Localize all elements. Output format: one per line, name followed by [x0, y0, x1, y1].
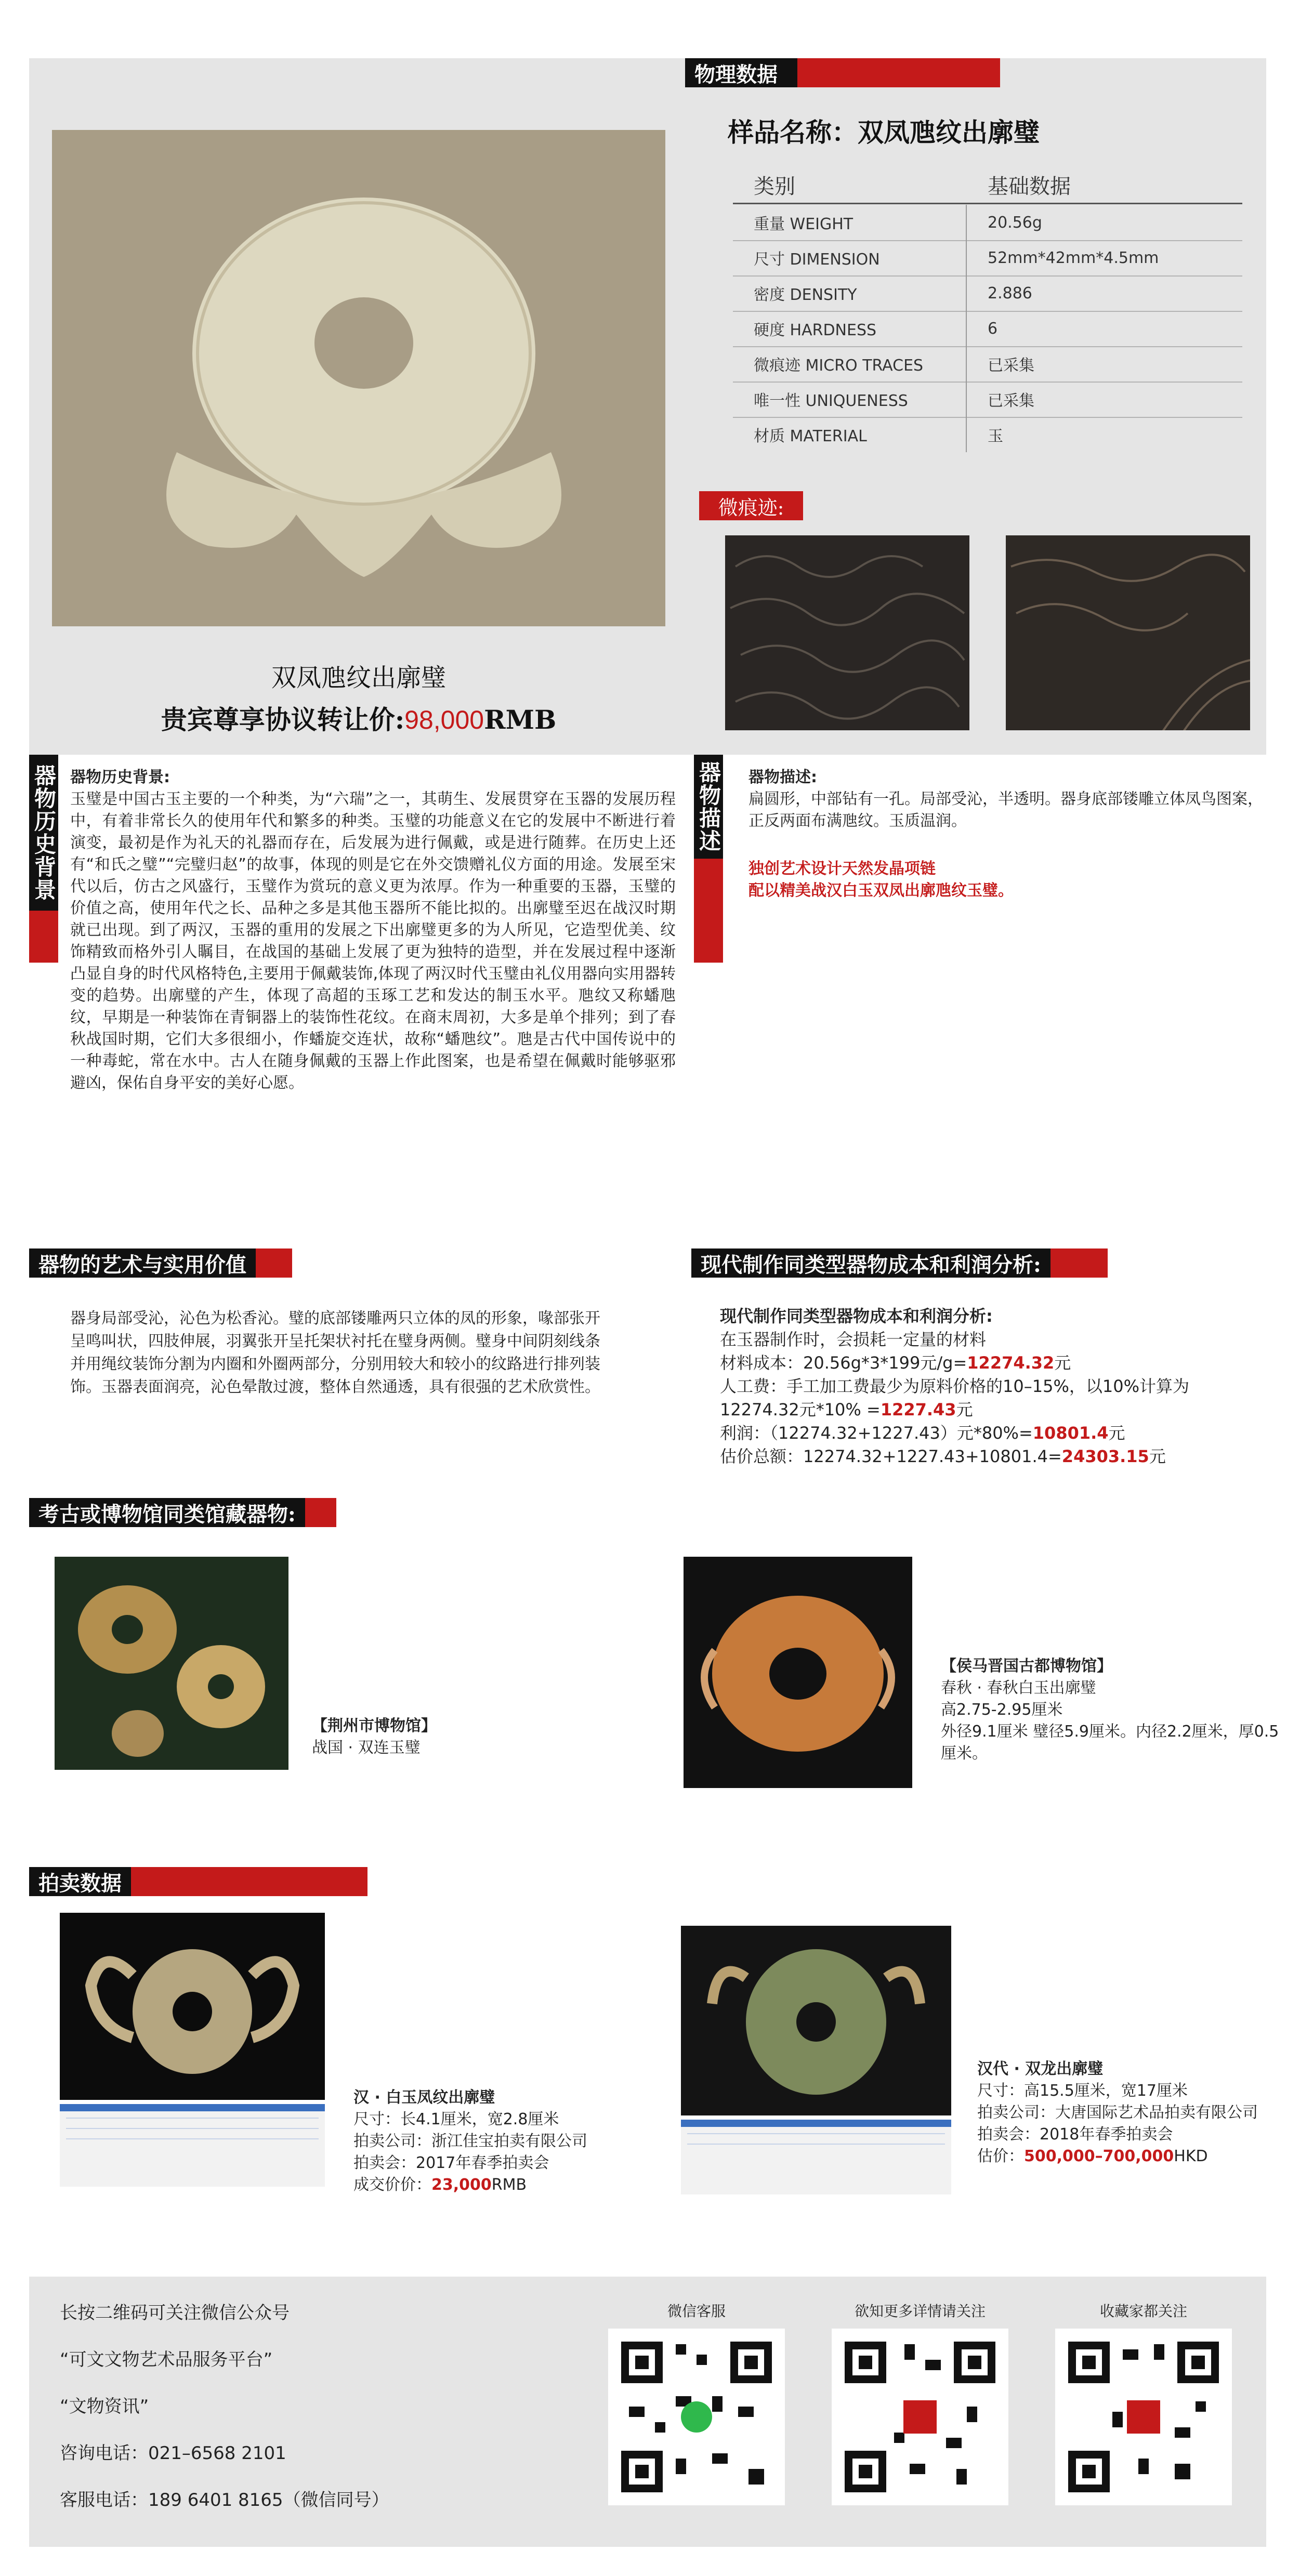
qr-code-wechat-service[interactable]	[608, 2329, 785, 2505]
museum-item-2-line-2: 高2.75-2.95厘米	[941, 1701, 1063, 1719]
tag-red-bar	[797, 58, 1000, 87]
auction-item-1-session: 拍卖会：2017年春季拍卖会	[353, 2154, 549, 2172]
qr-code-icon	[1055, 2329, 1232, 2505]
micro-trace-photo-2	[1006, 535, 1250, 730]
cost-line-2-prefix: 材料成本：20.56g*3*199元/g=	[720, 1353, 967, 1373]
auction-item-1	[353, 2087, 686, 2196]
auction-item-2	[977, 2058, 1273, 2167]
labor-cost-value: 1227.43	[880, 1400, 956, 1420]
cost-line-1: 在玉器制作时，会损耗一定量的材料	[720, 1330, 987, 1349]
table-header-value: 基础数据	[988, 174, 1071, 199]
auction-item-1-company: 拍卖公司：浙江佳宝拍卖有限公司	[353, 2132, 587, 2150]
table-header-category: 类别	[754, 174, 795, 199]
row-value: 20.56g	[988, 213, 1042, 232]
qr-code-icon	[832, 2329, 1008, 2505]
history-heading: 器物历史背景:	[70, 768, 170, 786]
history-section	[70, 767, 676, 1094]
price-value: 98,000	[404, 705, 484, 734]
cost-line-4	[720, 1398, 1266, 1422]
tag-red-bar	[1050, 1248, 1108, 1278]
table-row	[733, 417, 1242, 452]
table-row	[733, 240, 1242, 277]
qr3-label: 收藏家都关注	[1099, 2303, 1187, 2320]
auction-item-1-title: 汉 · 白玉凤纹出廓璧	[353, 2088, 495, 2107]
auction-item-2-title: 汉代 · 双龙出廓璧	[977, 2060, 1104, 2078]
row-value: 52mm*42mm*4.5mm	[988, 248, 1159, 267]
footer-service-phone: 客服电话：189 6401 8165（微信同号）	[60, 2490, 389, 2511]
row-label: 材质 MATERIAL	[733, 417, 967, 452]
description-text: 扁圆形，中部钻有一孔。局部受沁，半透明。器身底部镂雕立体凤鸟图案，正反两面布满虺纹。玉质温润。	[749, 790, 1263, 830]
art-value-tag-label: 器物的艺术与实用价值	[29, 1248, 256, 1278]
cost-unit: 元	[956, 1400, 973, 1420]
auction-item-2-company: 拍卖公司：大唐国际艺术品拍卖有限公司	[977, 2104, 1258, 2122]
museum-item-1-name: 【荆州市博物馆】	[312, 1717, 437, 1735]
auction-photo-2	[681, 1926, 951, 2115]
price-unit: RMB	[484, 704, 557, 735]
auction-tag	[29, 1867, 367, 1896]
museum-tag-label: 考古或博物馆同类馆藏器物:	[29, 1498, 305, 1527]
record-line	[66, 2118, 319, 2119]
row-value: 已采集	[988, 357, 1034, 375]
table-row	[733, 346, 1242, 383]
footer-contact	[60, 2290, 389, 2524]
description-red-line-1: 独创艺术设计天然发晶项链	[749, 860, 936, 878]
museum-item-2-line-1: 春秋 · 春秋白玉出廓璧	[941, 1679, 1096, 1697]
row-value: 已采集	[988, 392, 1034, 410]
row-label: 重量 WEIGHT	[733, 205, 967, 240]
museum-item-2	[941, 1655, 1289, 1765]
museum-item-2-line-3: 外径9.1厘米 璧径5.9厘米。内径2.2厘米，厚0.5厘米。	[941, 1723, 1279, 1763]
price-line	[52, 699, 665, 737]
museum-item-1-desc: 战国 · 双连玉璧	[312, 1739, 421, 1757]
cost-line-6	[720, 1445, 1266, 1468]
price-label: 贵宾尊享协议转让价:	[161, 704, 405, 735]
qr1-label: 微信客服	[667, 2303, 726, 2320]
price-label: 估价：	[977, 2147, 1024, 2165]
cost-tag-label: 现代制作同类型器物成本和利润分析:	[691, 1248, 1050, 1278]
auction-item-2-size: 尺寸：高15.5厘米，宽17厘米	[977, 2082, 1188, 2100]
qr-code-icon	[608, 2329, 785, 2505]
qr-code-official-account[interactable]	[832, 2329, 1008, 2505]
footer-line-3: “文物资讯”	[60, 2396, 149, 2417]
cost-tag	[691, 1248, 1108, 1278]
material-cost-value: 12274.32	[967, 1353, 1055, 1373]
art-value-section	[70, 1307, 600, 1399]
auction-item-1-price	[353, 2174, 686, 2196]
sample-name: 样品名称：双凤虺纹出廓璧	[728, 117, 1040, 148]
description-red-line-2: 配以精美战汉白玉双凤出廓虺纹玉璧。	[749, 882, 1014, 900]
table-row	[733, 205, 1242, 241]
table-row	[733, 275, 1242, 312]
table-row	[733, 311, 1242, 347]
auction-photo-1	[60, 1913, 325, 2100]
row-label: 唯一性 UNIQUENESS	[733, 382, 967, 417]
price-unit: HKD	[1174, 2147, 1208, 2165]
product-title: 双凤虺纹出廓璧	[271, 663, 446, 692]
record-line	[66, 2128, 319, 2129]
table-row	[733, 382, 1242, 418]
micro-trace-photo-1	[725, 535, 969, 730]
tag-red-bar	[305, 1498, 336, 1527]
museum-item-2-name: 【侯马晋国古都博物馆】	[941, 1657, 1112, 1675]
jade-bi-disc-icon	[52, 130, 665, 626]
qr-code-collectors[interactable]	[1055, 2329, 1232, 2505]
price-label: 成交价价：	[353, 2176, 431, 2194]
price-value: 23,000	[431, 2176, 492, 2194]
cost-line-2	[720, 1351, 1266, 1375]
description-vtag-label: 器物描述	[694, 755, 723, 859]
museum-photo-1	[55, 1557, 288, 1770]
row-label: 尺寸 DIMENSION	[733, 240, 967, 275]
tag-red-bar	[131, 1867, 367, 1896]
micro-traces-tag: 微痕迹:	[699, 491, 803, 520]
row-label: 密度 DENSITY	[733, 275, 967, 311]
cost-unit: 元	[1108, 1423, 1125, 1443]
description-vtag	[694, 755, 723, 963]
profit-value: 10801.4	[1032, 1423, 1109, 1443]
cost-section	[720, 1305, 1266, 1468]
art-value-text: 器身局部受沁，沁色为松香沁。璧的底部镂雕两只立体的凤的形象，喙部张开呈鸣叫状，四肢伸展，羽翼张开呈托架状衬托在璧身两侧。璧身中间阴刻线条并用绳纹装饰分割为内圈和外圈两部分，分别用较大和较小的纹路进行排列装饰。玉器表面润亮，沁色晕散过渡，整体自然通透，具有很强的艺术欣赏性。	[70, 1309, 600, 1396]
art-value-tag	[29, 1248, 292, 1278]
museum-photo-2	[684, 1557, 912, 1788]
history-text: 玉璧是中国古玉主要的一个种类，为“六瑞”之一，其萌生、发展贯穿在玉器的发展历程中，有着非常长久的使用年代和繁多的种类。玉璧的功能意义在它的发展中不断进行着演变，最初是作为礼天的礼器而存在，后发展为进行佩戴，或是进行随葬。在历史上还有“和氏之璧”“完璧归赵”的故事，体现的则是它在外交馈赠礼仪方面的用途。发展至宋代以后，仿古之风盛行，玉璧作为赏玩的意义更为浓厚。作为一种重要的玉器，玉璧的价值之高，使用年代之长、品种之多是其他玉器所不能比拟的。出廓璧至迟在战汉时期就已出现。到了两汉，玉器的重用的发展之下出廓璧更多的为人所见，它造型优美、纹饰精致而格外引人瞩目，在战国的基础上发展了更为独特的造型，并在发展过程中逐渐凸显自身的时代风格特色,主要用于佩戴装饰,体现了两汉时代玉璧由礼仪用器向实用器转变的趋势。出廓璧的产生，体现了高超的玉琢工艺和发达的制玉水平。虺纹又称蟠虺纹，早期是一种装饰在青铜器上的装饰性花纹。在商末周初，大多是单个排列；到了春秋战国时期，它们大多很细小，作蟠旋交连状，故称“蟠虺纹”。虺是古代中国传说中的一种毒蛇，常在水中。古人在随身佩戴的玉器上作此图案，也是希望在佩戴时能够驱邪避凶，保佑自身平安的美好心愿。	[70, 790, 676, 1092]
row-label: 微痕迹 MICRO TRACES	[733, 346, 967, 382]
cost-line-4-prefix: 12274.32元*10% =	[720, 1400, 881, 1420]
row-value: 玉	[988, 427, 1003, 445]
auction-item-2-price	[977, 2146, 1273, 2167]
row-value: 6	[988, 319, 998, 338]
cost-heading: 现代制作同类型器物成本和利润分析:	[720, 1306, 993, 1326]
description-section	[749, 767, 1268, 902]
auction-record-card-2	[681, 2120, 951, 2194]
main-jade-photo	[52, 130, 665, 626]
row-value: 2.886	[988, 284, 1032, 303]
table-header	[733, 166, 1242, 204]
physical-data-tag	[685, 58, 1000, 87]
price-unit: RMB	[491, 2176, 527, 2194]
auction-item-1-size: 尺寸：长4.1厘米，宽2.8厘米	[353, 2110, 559, 2128]
physical-data-table	[733, 166, 1242, 473]
total-estimate-value: 24303.15	[1061, 1447, 1149, 1466]
record-line	[66, 2138, 319, 2139]
museum-tag	[29, 1498, 336, 1527]
footer-phone: 咨询电话：021–6568 2101	[60, 2443, 286, 2464]
museum-item-1	[312, 1715, 437, 1759]
cost-line-6-prefix: 估价总额：12274.32+1227.43+10801.4=	[720, 1447, 1062, 1466]
record-line	[687, 2133, 945, 2134]
cost-line-5-prefix: 利润：（12274.32+1227.43）元*80%=	[720, 1423, 1033, 1443]
cost-unit: 元	[1054, 1353, 1071, 1373]
footer-line-2: “可文文物艺术品服务平台”	[60, 2349, 273, 2370]
cost-unit: 元	[1149, 1447, 1166, 1466]
history-vtag	[29, 755, 58, 963]
tag-red-bar	[256, 1248, 292, 1278]
auction-record-card-1	[60, 2104, 325, 2187]
price-value: 500,000–700,000	[1024, 2147, 1174, 2165]
record-line	[687, 2144, 945, 2145]
cost-line-5	[720, 1422, 1266, 1445]
cost-line-3: 人工费：手工加工费最少为原料价格的10–15%，以10%计算为	[720, 1376, 1189, 1396]
description-heading: 器物描述:	[749, 768, 817, 786]
auction-item-2-session: 拍卖会：2018年春季拍卖会	[977, 2125, 1173, 2144]
row-label: 硬度 HARDNESS	[733, 311, 967, 346]
history-vtag-label: 器物历史背景	[29, 755, 58, 911]
auction-tag-label: 拍卖数据	[29, 1867, 131, 1896]
qr2-label: 欲知更多详情请关注	[854, 2303, 986, 2320]
physical-data-tag-label: 物理数据	[685, 58, 797, 87]
footer-line-1: 长按二维码可关注微信公众号	[60, 2303, 290, 2323]
